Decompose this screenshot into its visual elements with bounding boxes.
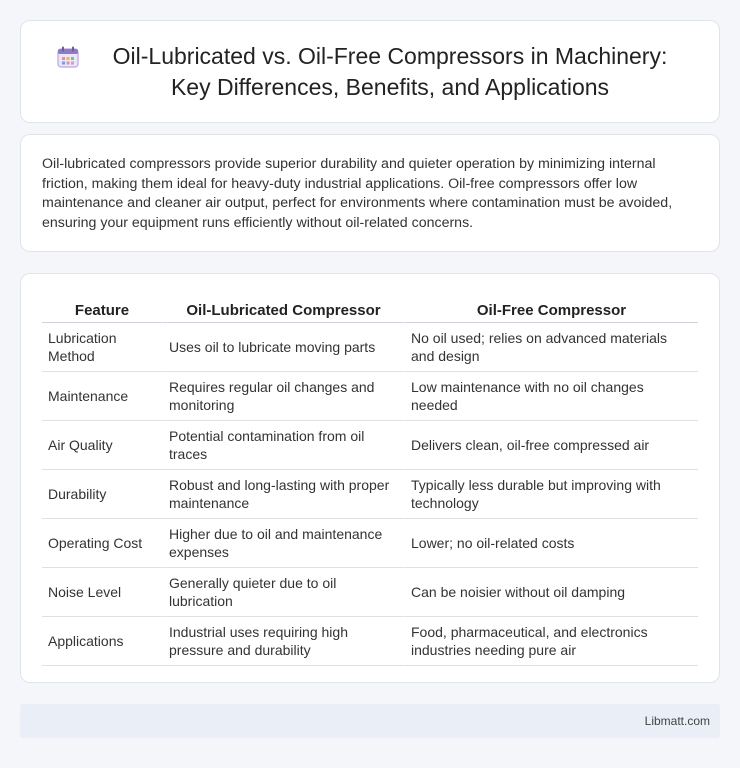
row-feature: Air Quality	[42, 421, 162, 470]
table-row	[42, 470, 698, 519]
row-feature: Lubrication Method	[42, 323, 162, 372]
row-oil-lubricated: Robust and long-lasting with proper maintenance	[162, 470, 404, 519]
table-row	[42, 519, 698, 568]
intro-card	[20, 134, 720, 252]
title-card	[20, 20, 720, 123]
row-feature: Applications	[42, 617, 162, 666]
row-oil-lubricated: Potential contamination from oil traces	[162, 421, 404, 470]
row-feature: Noise Level	[42, 568, 162, 617]
row-oil-lubricated: Higher due to oil and maintenance expenses	[162, 519, 404, 568]
table-row	[42, 421, 698, 470]
intro-paragraph: Oil-lubricated compressors provide superior durability and quieter operation by minimizing internal friction, making them ideal for heavy-duty industrial applications. Oil-free compressors offer low maintenance and cleaner air output, perfect for environments where contamination must be avoided, ensuring your equipment runs efficiently without oil-related concerns.	[42, 156, 673, 231]
footer-brand-link[interactable]: Libmatt.com	[644, 714, 710, 728]
table-row	[42, 617, 698, 666]
page-title: Oil-Lubricated vs. Oil-Free Compressors in Machinery: Key Differences, Benefits, and Applications	[112, 42, 668, 100]
row-oil-free: Delivers clean, oil-free compressed air	[404, 421, 698, 470]
row-oil-free: Can be noisier without oil damping	[404, 568, 698, 617]
table-row	[42, 372, 698, 421]
header-oil-free: Oil-Free Compressor	[404, 296, 698, 323]
row-oil-lubricated: Industrial uses requiring high pressure and durability	[162, 617, 404, 666]
row-feature: Maintenance	[42, 372, 162, 421]
row-oil-free: No oil used; relies on advanced materials and design	[404, 323, 698, 372]
row-feature: Durability	[42, 470, 162, 519]
row-feature: Operating Cost	[42, 519, 162, 568]
table-row	[42, 323, 698, 372]
row-oil-free: Low maintenance with no oil changes needed	[404, 372, 698, 421]
footer	[20, 704, 720, 738]
title-wrap	[55, 41, 685, 103]
header-feature: Feature	[42, 296, 162, 323]
comparison-table	[42, 296, 698, 666]
row-oil-free: Food, pharmaceutical, and electronics industries needing pure air	[404, 617, 698, 666]
table-row	[42, 568, 698, 617]
calendar-icon	[55, 44, 81, 70]
row-oil-lubricated: Uses oil to lubricate moving parts	[162, 323, 404, 372]
row-oil-lubricated: Requires regular oil changes and monitoring	[162, 372, 404, 421]
comparison-card	[20, 273, 720, 683]
header-oil-lubricated: Oil-Lubricated Compressor	[162, 296, 404, 323]
row-oil-free: Typically less durable but improving with technology	[404, 470, 698, 519]
table-header-row	[42, 296, 698, 323]
row-oil-lubricated: Generally quieter due to oil lubrication	[162, 568, 404, 617]
row-oil-free: Lower; no oil-related costs	[404, 519, 698, 568]
